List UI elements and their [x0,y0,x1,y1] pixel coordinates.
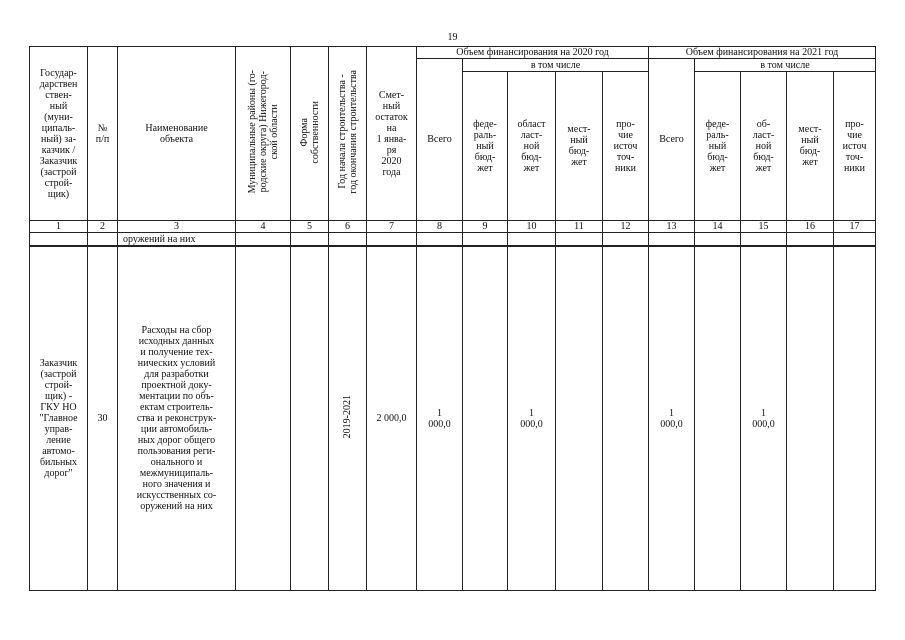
column-number: 5 [291,221,329,233]
column-number: 13 [649,221,695,233]
row-customer: Заказчик (застрой строй- щик) - ГКУ НО "Главное управ- ление автомо- бильных дорог" [30,246,88,591]
row-fed-2021 [695,246,741,591]
header-total-2021: Всего [649,59,695,221]
header-reg-2020: област ласт- ной бюд- жет [508,72,556,221]
row-reg-2021: 1 000,0 [741,246,787,591]
column-number: 17 [834,221,876,233]
row-loc-2020 [556,246,603,591]
row-oth-2020 [603,246,649,591]
column-number: 16 [787,221,834,233]
column-number: 4 [236,221,291,233]
continuation-row [30,233,876,247]
header-object-name: Наименование объекта [118,47,236,221]
header-total-2020: Всего [417,59,463,221]
row-total-2020: 1 000,0 [417,246,463,591]
column-number: 1 [30,221,88,233]
header-oth-2020: про- чие источ точ- ники [603,72,649,221]
row-total-2021: 1 000,0 [649,246,695,591]
header-districts-cell [236,47,291,221]
row-reg-2020: 1 000,0 [508,246,556,591]
column-number: 14 [695,221,741,233]
column-number: 9 [463,221,508,233]
row-oth-2021 [834,246,876,591]
header-fed-2020: феде- раль- ный бюд- жет [463,72,508,221]
header-including-2021: в том числе [695,59,876,72]
header-years: Год начала строительства - год окончания строительства [336,70,359,194]
row-object-name: Расходы на сбор исходных данных и получение тех- нических условий для разработки проектной доку- ментации по объ- ектам строитель- ства и реконструк- ции автомобиль- ных дорог общего пользования реги- онального и межмуниципаль- ного значения и искусственных со- оружений на них [118,246,236,591]
header-fed-2021: феде- раль- ный бюд- жет [695,72,741,221]
column-number: 12 [603,221,649,233]
header-ownership-cell [291,47,329,221]
row-years: 2019-2021 [342,395,353,439]
row-ownership [291,246,329,591]
row-loc-2021 [787,246,834,591]
row-num: 30 [88,246,118,591]
column-number-row [30,221,876,233]
column-number: 7 [367,221,417,233]
column-number: 8 [417,221,463,233]
header-estimate: Смет- ный остаток на 1 янва- ря 2020 года [367,47,417,221]
row-estimate: 2 000,0 [367,246,417,591]
header-oth-2021: про- чие источ точ- ники [834,72,876,221]
header-fin-2021: Объем финансирования на 2021 год [649,47,876,59]
row-years-cell [329,246,367,591]
header-loc-2021: мест- ный бюд- жет [787,72,834,221]
page-number: 19 [447,32,458,43]
row-fed-2020 [463,246,508,591]
column-number: 6 [329,221,367,233]
column-number: 11 [556,221,603,233]
header-years-cell [329,47,367,221]
column-number: 3 [118,221,236,233]
financing-table [29,46,876,591]
header-ownership: Форма собственности [298,100,321,164]
continuation-text: оружений на них [118,233,236,247]
column-number: 10 [508,221,556,233]
header-customer: Государ- дарствен ствен- ный (муни- ципаль- ный) за- казчик / Заказчик (застрой строй- щик) [30,47,88,221]
table-row [30,246,876,591]
row-district [236,246,291,591]
column-number: 15 [741,221,787,233]
header-loc-2020: мест- ный бюд- жет [556,72,603,221]
header-num: № п/п [88,47,118,221]
column-number: 2 [88,221,118,233]
header-fin-2020: Объем финансирования на 2020 год [417,47,649,59]
header-districts: Муниципальные районы (го- родские округа) Нижегород- ской области [246,70,280,194]
header-including-2020: в том числе [463,59,649,72]
header-reg-2021: об- ласт- ной бюд- жет [741,72,787,221]
